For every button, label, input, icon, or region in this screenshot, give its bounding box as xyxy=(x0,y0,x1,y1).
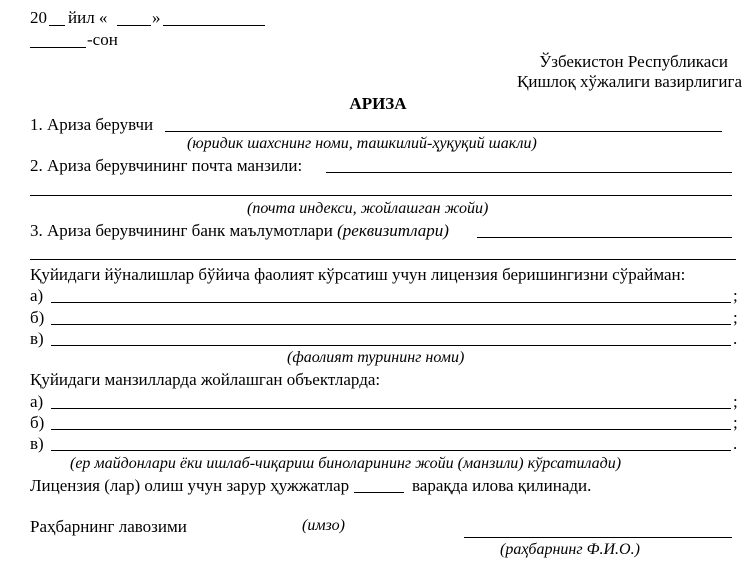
objects-intro: Қуйидаги манзилларда жойлашган объектларда: xyxy=(30,370,381,389)
object-line-a[interactable] xyxy=(51,408,731,409)
documents-sheet-count-blank[interactable] xyxy=(354,492,404,493)
date-prefix: 20 xyxy=(30,8,47,27)
applicant-hint: (юридик шахснинг номи, ташкилий-ҳуқуқий шакли) xyxy=(187,135,537,152)
documents-text-before: Лицензия (лар) олиш учун зарур ҳужжатлар xyxy=(30,476,350,495)
date-close-quote: » xyxy=(152,8,161,27)
bank-details-line-2[interactable] xyxy=(30,259,736,260)
address-line-2[interactable] xyxy=(30,195,732,196)
documents-text-after: варақда илова қилинади. xyxy=(412,476,592,495)
activities-intro: Қуйидаги йўналишлар бўйича фаолият кўрсатиш учун лицензия беришингизни сўрайман: xyxy=(30,265,686,284)
bank-label xyxy=(30,222,449,239)
date-year-suffix: йил « xyxy=(68,8,108,27)
date-day-blank[interactable] xyxy=(49,25,65,26)
activity-line-c[interactable] xyxy=(51,345,731,346)
addressee-line-2: Қишлоқ хўжалиги вазирлигига xyxy=(517,72,742,91)
document-title: АРИЗА xyxy=(349,94,407,113)
activity-marker-a: а) xyxy=(30,286,44,305)
activities-hint: (фаолият турининг номи) xyxy=(287,349,465,366)
position-label: Раҳбарнинг лавозими xyxy=(30,517,187,536)
object-end-c: . xyxy=(733,434,738,453)
object-end-b: ; xyxy=(733,413,738,432)
addressee-line-1: Ўзбекистон Республикаси xyxy=(539,52,728,71)
bank-label-italic: (реквизитлари) xyxy=(337,221,449,240)
address-hint: (почта индекси, жойлашган жойи) xyxy=(247,200,489,217)
activity-end-a: ; xyxy=(733,286,738,305)
objects-hint: (ер майдонлари ёки ишлаб-чиқариш биноларининг жойи (манзили) кўрсатилади) xyxy=(70,455,622,472)
object-marker-c: в) xyxy=(30,434,44,453)
object-marker-a: а) xyxy=(30,392,44,411)
object-end-a: ; xyxy=(733,392,738,411)
activity-end-c: . xyxy=(733,329,738,348)
activity-line-a[interactable] xyxy=(51,302,731,303)
address-line-1[interactable] xyxy=(326,172,732,173)
bank-label-text: 3. Ариза берувчининг банк маълумотлари xyxy=(30,221,333,240)
bank-details-line-1[interactable] xyxy=(477,237,732,238)
date-month-blank[interactable] xyxy=(117,25,151,26)
applicant-name-line[interactable] xyxy=(165,131,722,132)
applicant-label: 1. Ариза берувчи xyxy=(30,115,154,134)
activity-marker-c: в) xyxy=(30,329,44,348)
signature-hint: (имзо) xyxy=(302,517,345,534)
object-marker-b: б) xyxy=(30,413,45,432)
head-name-line[interactable] xyxy=(464,537,732,538)
address-label: 2. Ариза берувчининг почта манзили: xyxy=(30,156,303,175)
doc-number-suffix: -сон xyxy=(87,30,118,49)
activity-line-b[interactable] xyxy=(51,324,731,325)
activity-marker-b: б) xyxy=(30,308,45,327)
date-extra-blank[interactable] xyxy=(163,25,265,26)
object-line-c[interactable] xyxy=(51,450,731,451)
object-line-b[interactable] xyxy=(51,429,731,430)
doc-number-blank[interactable] xyxy=(30,47,86,48)
activity-end-b: ; xyxy=(733,308,738,327)
head-name-hint: (раҳбарнинг Ф.И.О.) xyxy=(500,541,640,558)
